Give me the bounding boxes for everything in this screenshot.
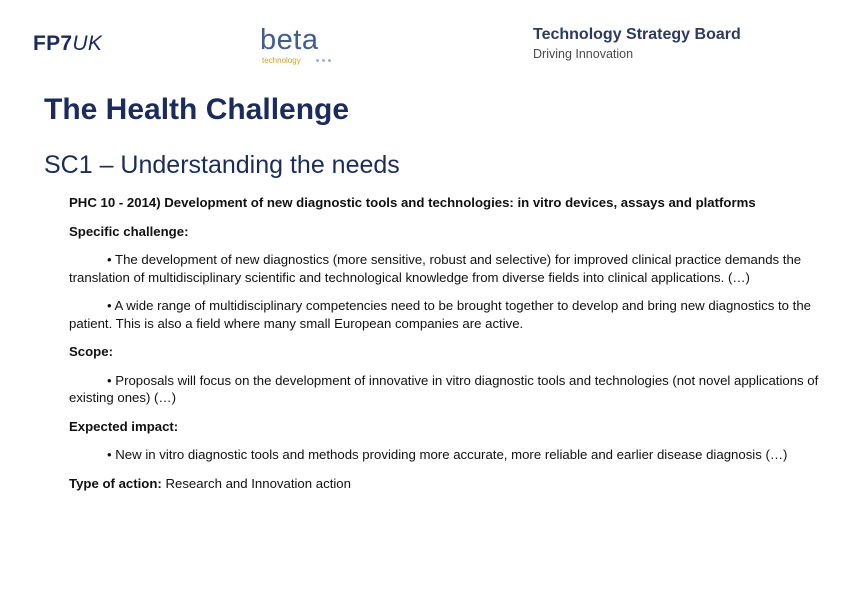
fp7-logo-bold: FP7 (33, 32, 73, 55)
beta-logo-sub: technology (262, 56, 301, 65)
beta-dot-icon (322, 59, 325, 62)
type-of-action-value: Research and Innovation action (161, 475, 351, 491)
beta-dot-icon (316, 59, 319, 62)
beta-dot-icon (328, 59, 331, 62)
beta-logo-word: beta (260, 24, 319, 56)
impact-bullet: • New in vitro diagnostic tools and methods providing more accurate, more reliable and earlier disease diagnosis (…) (107, 447, 788, 462)
type-of-action-label: Type of action: (69, 475, 162, 491)
topic-heading: PHC 10 - 2014) Development of new diagnostic tools and technologies: in vitro devices, assays and platforms (69, 195, 756, 210)
fp7uk-logo (33, 32, 102, 56)
challenge-bullet-1: • The development of new diagnostics (more sensitive, robust and selective) for improved clinical practice demands the translation of multidisciplinary scientific and technological knowledge from diverse fields into clinical applications. (…) (69, 252, 802, 285)
challenge-bullet-2: • A wide range of multidisciplinary competencies need to be brought together to develop and bring new diagnostics to the patient. This is also a field where many small European companies are active. (69, 298, 811, 331)
scope-label: Scope: (69, 344, 113, 359)
scope-bullet: • Proposals will focus on the development of innovative in vitro diagnostic tools and technologies (not novel applications of existing ones) (…) (69, 372, 819, 405)
beta-technology-logo (258, 26, 348, 68)
expected-impact-label: Expected impact: (69, 418, 179, 434)
type-of-action (69, 475, 829, 493)
content-body (69, 194, 829, 492)
fp7-logo-italic: UK (72, 32, 103, 55)
page-title: The Health Challenge (44, 93, 350, 126)
tsb-logo-subtitle: Driving Innovation (533, 47, 634, 61)
specific-challenge-label: Specific challenge: (69, 223, 189, 239)
tsb-logo-title: Technology Strategy Board (533, 26, 741, 43)
page-subtitle: SC1 – Understanding the needs (44, 151, 400, 179)
